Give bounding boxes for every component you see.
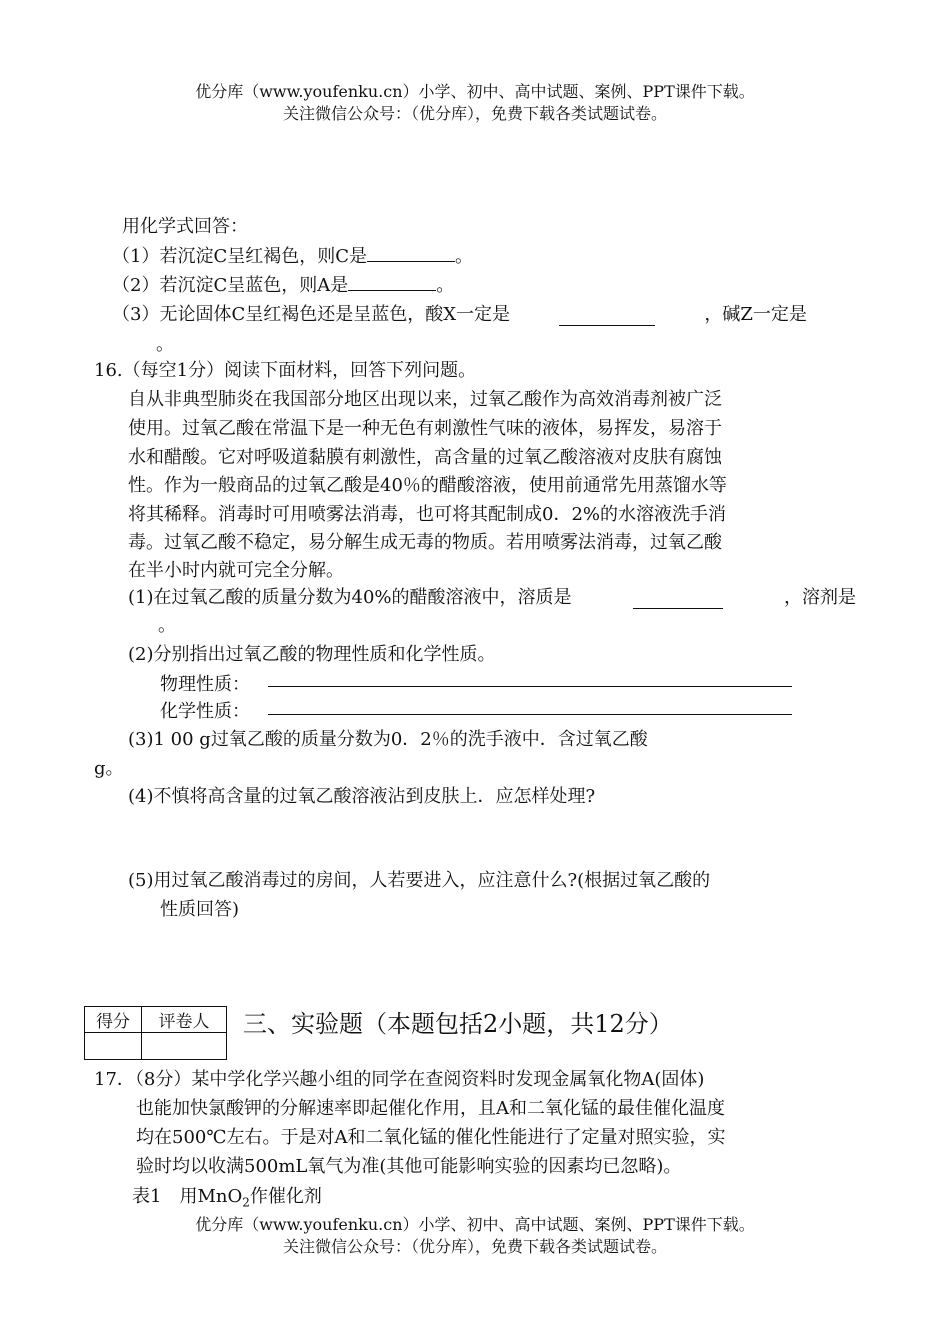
footer-line-2: 关注微信公众号：（优分库），免费下载各类试题试卷。 (282, 1237, 667, 1256)
score-table (84, 1006, 227, 1060)
q15-part-3-end: 。 (156, 334, 174, 355)
score-header: 得分 (85, 1007, 142, 1033)
q16-material-line: 将其稀释。消毒时可用喷雾法消毒，也可将其配制成0．2%的水溶液洗手消 (128, 504, 727, 525)
q16-sub-1: (1)在过氧乙酸的质量分数为40%的醋酸溶液中，溶质是 ，溶剂是 (128, 583, 856, 609)
answer-blank[interactable] (559, 300, 655, 326)
q16-material-line: 在半小时内就可完全分解。 (128, 560, 344, 581)
header-line-2: 关注微信公众号：（优分库），免费下载各类试题试卷。 (282, 104, 667, 123)
q16-material-line: 水和醋酸。它对呼吸道黏膜有刺激性，高含量的过氧乙酸溶液对皮肤有腐蚀 (128, 447, 722, 468)
q15-part-2: （2）若沉淀C呈蓝色，则A是 。 (112, 275, 455, 296)
q16-sub-1-end: 。 (158, 615, 176, 636)
q17-line: 17．（8分）某中学化学兴趣小组的同学在查阅资料时发现金属氧化物A(固体) (94, 1069, 705, 1090)
q16-sub-2: (2)分别指出过氧乙酸的物理性质和化学性质。 (128, 644, 496, 665)
header-line-1: 优分库（www.youfenku.cn）小学、初中、高中试题、案例、PPT课件下载。 (195, 82, 755, 101)
chemical-property-label: 化学性质： (160, 701, 250, 722)
q16-material-line: 自从非典型肺炎在我国部分地区出现以来，过氧乙酸作为高效消毒剂被广泛 (128, 389, 722, 410)
q17-line: 验时均以收满500mL氧气为准(其他可能影响实验的因素均已忽略)。 (136, 1156, 682, 1177)
q15-part-1: （1）若沉淀C呈红褐色，则C是 。 (112, 246, 473, 267)
q15-part-3: （3）无论固体C呈红褐色还是呈蓝色，酸X一定是 ，碱Z一定是 (112, 300, 856, 326)
q17-line: 均在500℃左右。于是对A和二氧化锰的催化性能进行了定量对照实验，实 (136, 1127, 726, 1148)
table-1-caption: 表1 用MnO$_2$作催化剂 (132, 1186, 322, 1210)
section-3-title: 三、实验题（本题包括2小题，共12分） (243, 1010, 673, 1038)
q16-sub-5-line-2: 性质回答) (160, 899, 240, 920)
answer-blank[interactable] (633, 583, 723, 609)
q16-material-line: 性。作为一般商品的过氧乙酸是40％的醋酸溶液，使用前通常先用蒸馏水等 (128, 475, 727, 496)
q16-material-line: 使用。过氧乙酸在常温下是一种无色有刺激性气味的液体，易挥发，易溶于 (128, 418, 722, 439)
q17-line: 也能加快氯酸钾的分解速率即起催化作用，且A和二氧化锰的最佳催化温度 (136, 1098, 725, 1119)
q16-sub-5: (5)用过氧乙酸消毒过的房间，人若要进入，应注意什么?(根据过氧乙酸的 (128, 870, 711, 891)
physical-property-label: 物理性质： (160, 674, 250, 695)
q15-intro: 用化学式回答： (122, 216, 248, 237)
q16-material-line: 毒。过氧乙酸不稳定，易分解生成无毒的物质。若用喷雾法消毒，过氧乙酸 (128, 532, 722, 553)
grader-cell[interactable] (142, 1033, 227, 1060)
footer-line-1: 优分库（www.youfenku.cn）小学、初中、高中试题、案例、PPT课件下载。 (195, 1215, 755, 1234)
grader-header: 评卷人 (142, 1007, 227, 1033)
answer-blank[interactable] (348, 290, 436, 291)
q16-title: 16.（每空1分）阅读下面材料，回答下列问题。 (94, 360, 477, 381)
physical-property-answer-line[interactable] (268, 686, 792, 687)
answer-blank[interactable] (367, 261, 455, 262)
chemical-property-answer-line[interactable] (268, 714, 792, 715)
q16-sub-3: (3)1 00 g过氧乙酸的质量分数为0．2％的洗手液中．含过氧乙酸 (128, 729, 648, 750)
q16-sub-4: (4)不慎将高含量的过氧乙酸溶液沾到皮肤上．应怎样处理? (128, 786, 596, 807)
score-cell[interactable] (85, 1033, 142, 1060)
q16-sub-3-end: g。 (94, 758, 124, 779)
